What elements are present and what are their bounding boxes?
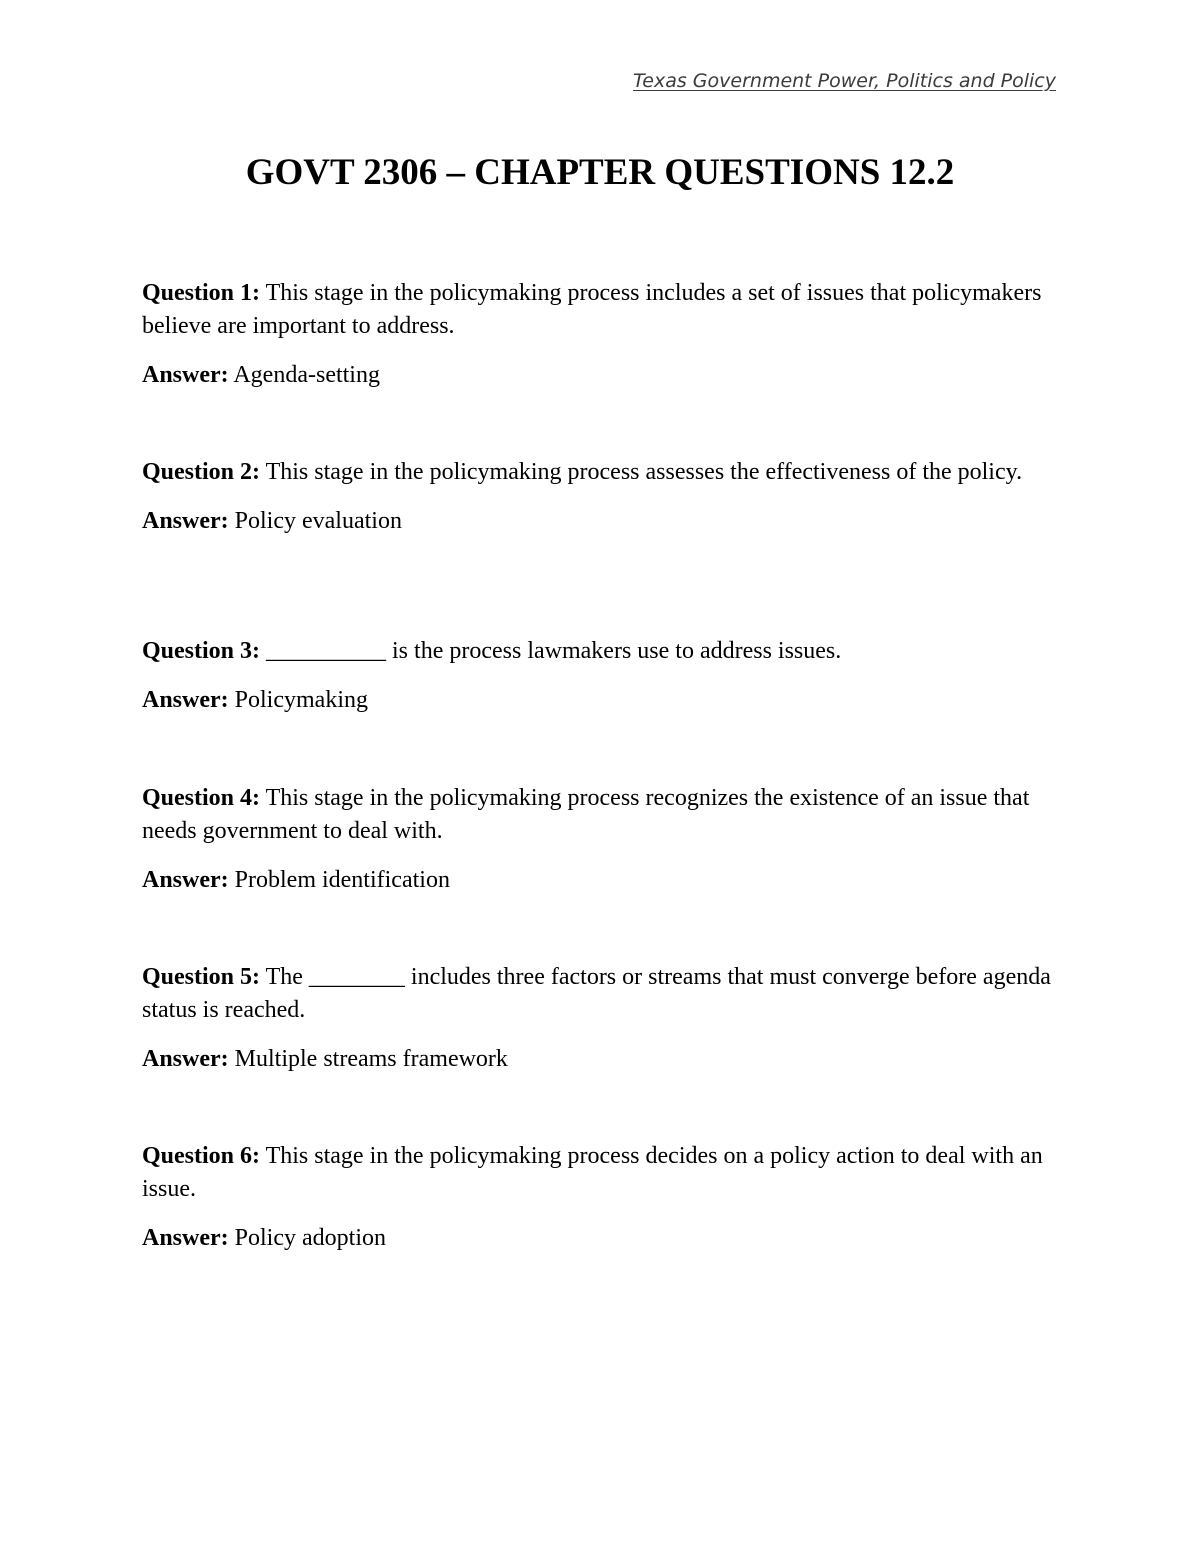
qa-item-2	[142, 456, 1062, 538]
question-label: Question 5:	[142, 964, 261, 990]
answer-label: Answer:	[142, 508, 229, 534]
answer-text: Policy evaluation	[234, 508, 402, 534]
question-1	[142, 277, 1062, 343]
answer-label: Answer:	[142, 687, 229, 713]
answer-text: Policymaking	[234, 687, 368, 713]
question-text: __________ is the process lawmakers use to address issues.	[266, 638, 842, 664]
answer-label: Answer:	[142, 362, 229, 388]
question-5	[142, 961, 1062, 1027]
qa-item-3	[142, 635, 1062, 717]
answer-6	[142, 1222, 1062, 1255]
question-4	[142, 782, 1062, 848]
document-title: GOVT 2306 – CHAPTER QUESTIONS 12.2	[245, 152, 955, 193]
qa-item-4	[142, 782, 1062, 897]
question-text: This stage in the policymaking process assesses the effectiveness of the policy.	[265, 459, 1023, 485]
question-text: This stage in the policymaking process decides on a policy action to deal with an issue.	[142, 1143, 1043, 1202]
question-text: The ________ includes three factors or streams that must converge before agenda status is reached.	[142, 964, 1051, 1023]
answer-text: Agenda-setting	[233, 362, 380, 388]
question-label: Question 3:	[142, 638, 261, 664]
answer-text: Policy adoption	[234, 1225, 386, 1251]
answer-5	[142, 1043, 1062, 1076]
answer-label: Answer:	[142, 867, 229, 893]
question-label: Question 1:	[142, 280, 261, 306]
answer-label: Answer:	[142, 1046, 229, 1072]
question-label: Question 2:	[142, 459, 261, 485]
question-6	[142, 1140, 1062, 1206]
answer-label: Answer:	[142, 1225, 229, 1251]
question-label: Question 4:	[142, 785, 261, 811]
qa-item-5	[142, 961, 1062, 1076]
question-3	[142, 635, 1062, 668]
answer-text: Multiple streams framework	[234, 1046, 508, 1072]
answer-3	[142, 684, 1062, 717]
qa-item-6	[142, 1140, 1062, 1255]
answer-4	[142, 864, 1062, 897]
question-2	[142, 456, 1062, 489]
question-label: Question 6:	[142, 1143, 261, 1169]
question-text: This stage in the policymaking process recognizes the existence of an issue that needs government to deal with.	[142, 785, 1030, 844]
running-header: Texas Government Power, Politics and Policy	[633, 70, 1056, 92]
answer-2	[142, 505, 1062, 538]
qa-item-1	[142, 277, 1062, 392]
question-text: This stage in the policymaking process includes a set of issues that policymakers believe are important to address.	[142, 280, 1042, 339]
answer-1	[142, 359, 1062, 392]
answer-text: Problem identification	[234, 867, 450, 893]
